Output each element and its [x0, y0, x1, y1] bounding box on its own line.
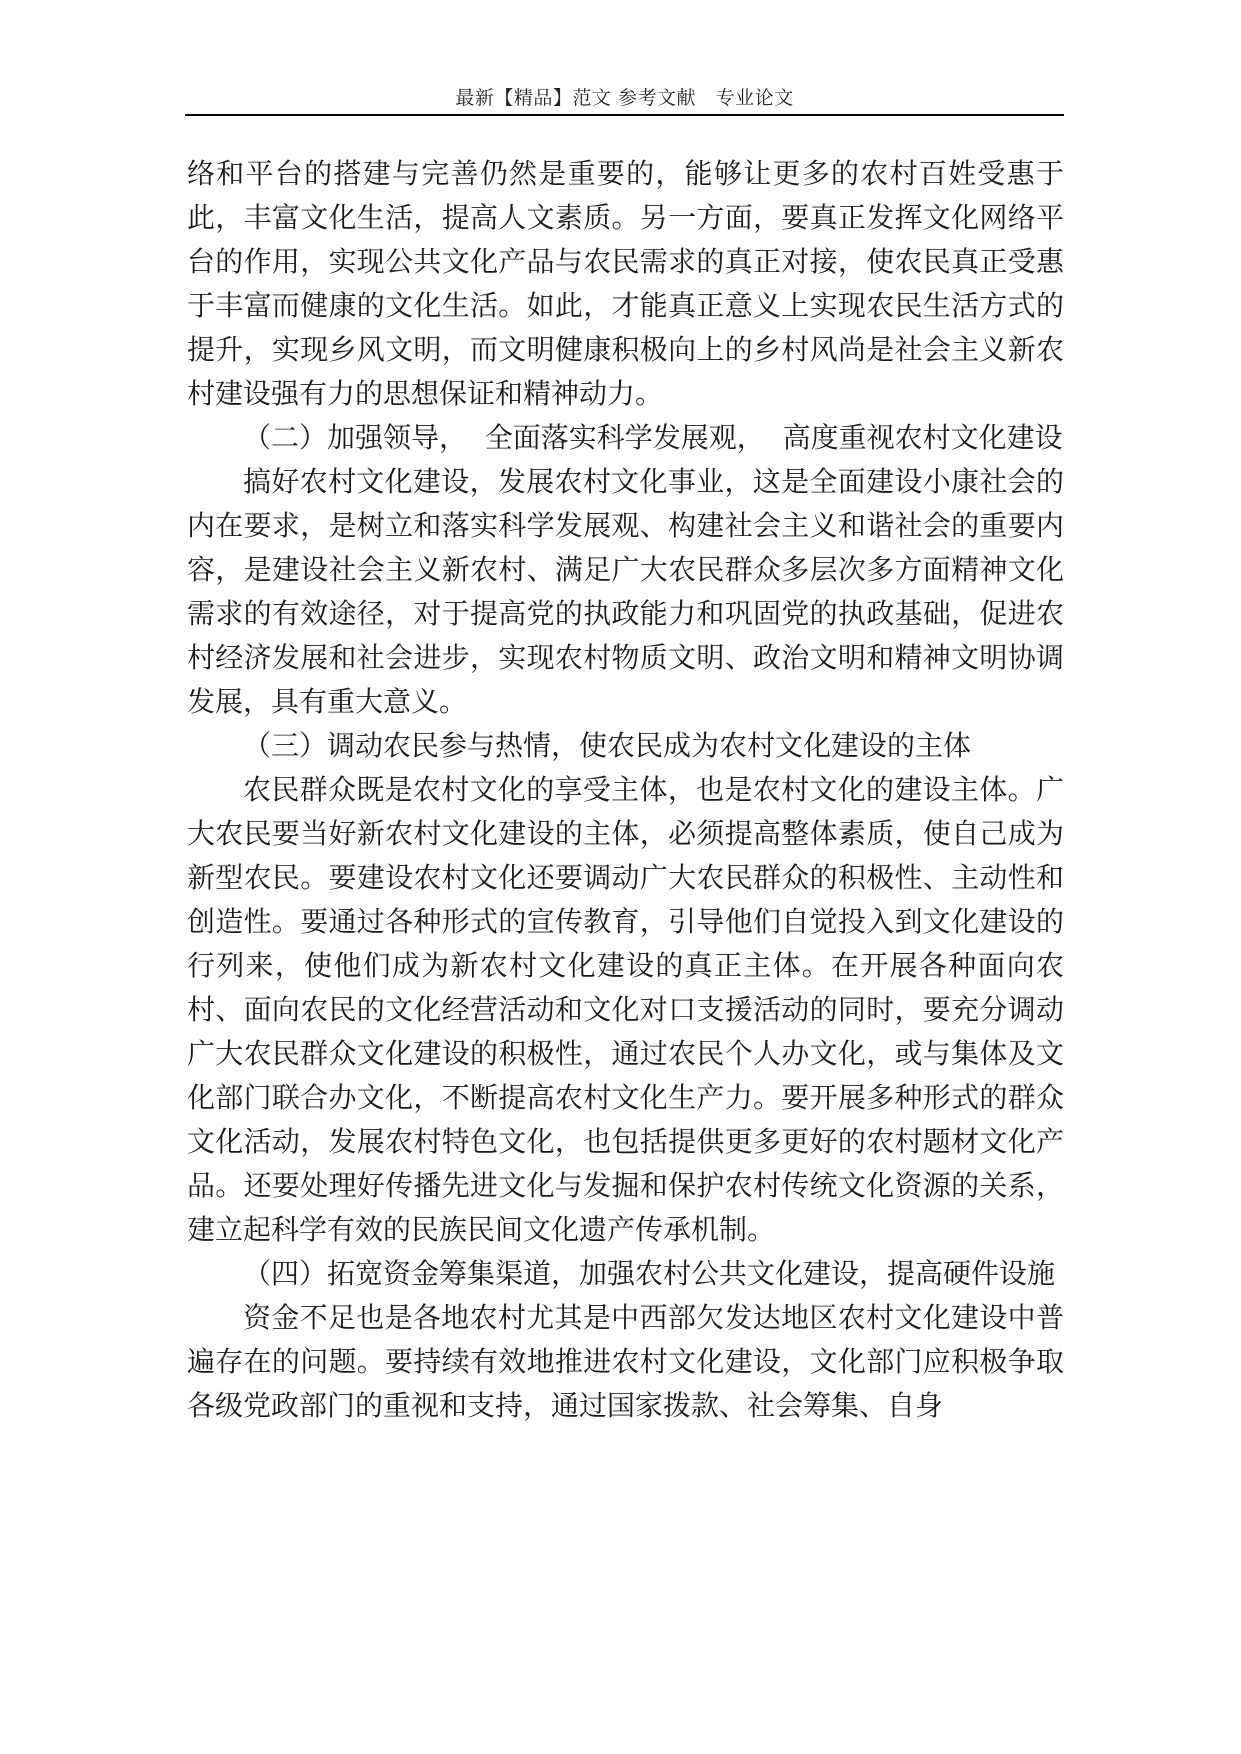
section-heading-2: （二）加强领导， 全面落实科学发展观， 高度重视农村文化建设	[243, 421, 1063, 454]
paragraph-continuation: 络和平台的搭建与完善仍然是重要的，能够让更多的农村百姓受惠于此，丰富文化生活，提高人文素质。另一方面，要真正发挥文化网络平台的作用，实现公共文化产品与农民需求的真正对接，使农民真正受惠于丰富而健康的文化生活。如此，才能真正意义上实现农民生活方式的提升，实现乡风文明，而文明健康积极向上的乡村风尚是社会主义新农村建设强有力的思想保证和精神动力。	[187, 157, 1064, 410]
page-header: 最新【精品】范文 参考文献 专业论文	[455, 87, 794, 109]
section-heading-3: （三）调动农民参与热情，使农民成为农村文化建设的主体	[243, 729, 972, 762]
paragraph: 搞好农村文化建设，发展农村文化事业，这是全面建设小康社会的内在要求，是树立和落实科学发展观、构建社会主义和谐社会的重要内容，是建设社会主义新农村、满足广大农民群众多层次多方面精神文化需求的有效途径，对于提高党的执政能力和巩固党的执政基础，促进农村经济发展和社会进步，实现农村物质文明、政治文明和精神文明协调发展，具有重大意义。	[187, 465, 1064, 718]
paragraph: 资金不足也是各地农村尤其是中西部欠发达地区农村文化建设中普遍存在的问题。要持续有效地推进农村文化建设，文化部门应积极争取各级党政部门的重视和支持，通过国家拨款、社会筹集、自身	[187, 1301, 1064, 1422]
paragraph: 农民群众既是农村文化的享受主体，也是农村文化的建设主体。广大农民要当好新农村文化建设的主体，必须提高整体素质，使自己成为新型农民。要建设农村文化还要调动广大农民群众的积极性、主动性和创造性。要通过各种形式的宣传教育，引导他们自觉投入到文化建设的行列来，使他们成为新农村文化建设的真正主体。在开展各种面向农村、面向农民的文化经营活动和文化对口支援活动的同时，要充分调动广大农民群众文化建设的积极性，通过农民个人办文化，或与集体及文化部门联合办文化，不断提高农村文化生产力。要开展多种形式的群众文化活动，发展农村特色文化，也包括提供更多更好的农村题材文化产品。还要处理好传播先进文化与发掘和保护农村传统文化资源的关系，建立起科学有效的民族民间文化遗产传承机制。	[187, 773, 1064, 1246]
header-divider	[185, 114, 1064, 116]
section-heading-4: （四）拓宽资金筹集渠道，加强农村公共文化建设，提高硬件设施	[243, 1257, 1056, 1290]
document-body	[187, 152, 1064, 1428]
